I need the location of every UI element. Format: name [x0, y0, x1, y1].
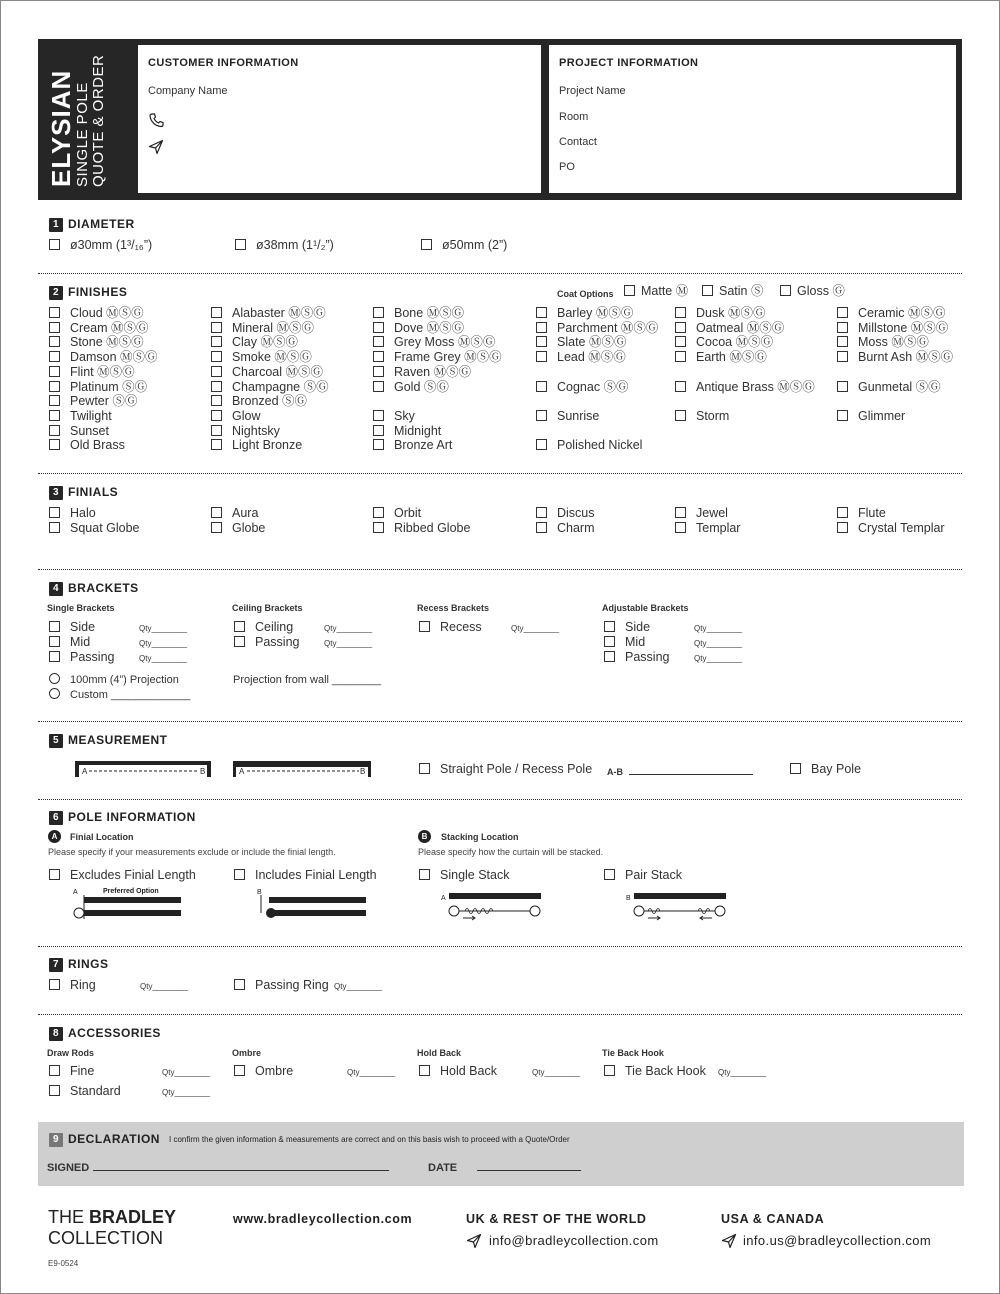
project-name-label: Project Name — [559, 85, 626, 97]
finish-platinum[interactable]: Platinum ⓈⒼ — [49, 380, 147, 394]
declaration-panel — [38, 1122, 964, 1186]
finial-discus[interactable]: Discus — [536, 506, 595, 520]
checkbox[interactable] — [211, 336, 222, 347]
finish-pewter[interactable]: Pewter ⓈⒼ — [49, 394, 137, 408]
checkbox[interactable] — [419, 621, 430, 632]
checkbox[interactable] — [675, 322, 686, 333]
preferred-option-label: Preferred Option — [103, 888, 159, 895]
bay-pole-option[interactable]: Bay Pole — [790, 762, 861, 776]
recess-pole-diagram — [75, 759, 215, 779]
checkbox[interactable] — [49, 351, 60, 362]
finish-raven[interactable]: Raven ⓂⓈⒼ — [373, 365, 471, 379]
checkbox — [421, 239, 432, 250]
checkbox[interactable] — [536, 507, 547, 518]
finish-burnt-ash[interactable]: Burnt Ash ⓂⓈⒼ — [837, 350, 953, 364]
finish-slate[interactable]: Slate ⓂⓈⒼ — [536, 335, 626, 349]
projection-custom-radio[interactable]: Custom _____________ — [49, 688, 190, 702]
section-finishes-title: 2 FINISHES — [49, 285, 127, 300]
finial-jewel[interactable]: Jewel — [675, 506, 728, 520]
divider — [38, 946, 962, 947]
single-stack-a-label: A — [441, 895, 446, 902]
checkbox[interactable] — [604, 621, 615, 632]
checkbox[interactable] — [49, 621, 60, 632]
finish-charcoal[interactable]: Charcoal ⓂⓈⒼ — [211, 365, 323, 379]
section-pole-information-title: 6 POLE INFORMATION — [49, 810, 196, 825]
finish-lead[interactable]: Lead ⓂⓈⒼ — [536, 350, 626, 364]
checkbox[interactable] — [211, 507, 222, 518]
finish-polished-nickel[interactable]: Polished Nickel — [536, 438, 642, 452]
checkbox[interactable] — [373, 381, 384, 392]
finish-twilight[interactable]: Twilight — [49, 409, 112, 423]
checkbox[interactable] — [373, 336, 384, 347]
recess-b-label: B — [200, 767, 206, 776]
finish-gold[interactable]: Gold ⓈⒼ — [373, 380, 449, 394]
vertical-title — [41, 43, 133, 195]
qty-field[interactable]: Qty________ — [324, 624, 373, 633]
finial-halo[interactable]: Halo — [49, 506, 96, 520]
qty-field[interactable]: Qty________ — [162, 1088, 211, 1097]
finish-old-brass[interactable]: Old Brass — [49, 438, 125, 452]
checkbox[interactable] — [604, 651, 615, 662]
single-stack-option[interactable]: Single Stack — [419, 868, 509, 882]
checkbox[interactable] — [419, 1065, 430, 1076]
finish-grey-moss[interactable]: Grey Moss ⓂⓈⒼ — [373, 335, 495, 349]
divider — [38, 1014, 962, 1015]
form-subtitle-2: QUOTE & ORDER — [90, 54, 107, 187]
checkbox[interactable] — [211, 307, 222, 318]
excludes-finial-diagram — [71, 885, 186, 921]
checkbox[interactable] — [373, 410, 384, 421]
checkbox[interactable] — [604, 1065, 615, 1076]
checkbox[interactable] — [837, 381, 848, 392]
diagram-a-label: A — [73, 889, 78, 896]
bracket-recess-brackets-recess[interactable]: Recess — [419, 620, 482, 634]
form-title: ELYSIAN — [46, 69, 76, 187]
room-label: Room — [559, 111, 589, 123]
checkbox[interactable] — [234, 636, 245, 647]
finial-ribbed-globe[interactable]: Ribbed Globe — [373, 521, 470, 535]
bracket-single-brackets-side[interactable]: Side — [49, 620, 95, 634]
checkbox[interactable] — [536, 522, 547, 533]
checkbox[interactable] — [837, 507, 848, 518]
straight-recess-pole-option[interactable]: Straight Pole / Recess Pole — [419, 762, 592, 776]
single-stack-diagram — [441, 891, 546, 921]
checkbox[interactable] — [49, 439, 60, 450]
section-rings-title: 7 RINGS — [49, 957, 109, 972]
finish-oatmeal[interactable]: Oatmeal ⓂⓈⒼ — [675, 321, 784, 335]
finish-parchment[interactable]: Parchment ⓂⓈⒼ — [536, 321, 658, 335]
accessory-hold-back[interactable]: Hold Back — [419, 1064, 497, 1078]
accessory-standard[interactable]: Standard — [49, 1084, 121, 1098]
finial-aura[interactable]: Aura — [211, 506, 258, 520]
includes-finial-diagram — [256, 885, 371, 921]
qty-field[interactable]: Qty________ — [694, 624, 743, 633]
checkbox[interactable] — [837, 336, 848, 347]
passing-ring-qty-field[interactable]: Qty________ — [334, 982, 383, 991]
checkbox[interactable] — [675, 507, 686, 518]
bracket-ceiling-brackets-ceiling[interactable]: Ceiling — [234, 620, 293, 634]
checkbox[interactable] — [373, 507, 384, 518]
document-code: E9-0524 — [48, 1259, 79, 1268]
finish-clay[interactable]: Clay ⓂⓈⒼ — [211, 335, 298, 349]
bracket-group-label: Single Brackets — [47, 603, 115, 613]
checkbox[interactable] — [536, 336, 547, 347]
accessory-fine[interactable]: Fine — [49, 1064, 94, 1078]
checkbox[interactable] — [837, 351, 848, 362]
project-information-box[interactable] — [549, 45, 956, 193]
qty-field[interactable]: Qty________ — [694, 654, 743, 663]
finish-millstone[interactable]: Millstone ⓂⓈⒼ — [837, 321, 948, 335]
straight-b-label: B — [360, 767, 366, 776]
checkbox[interactable] — [536, 322, 547, 333]
badge-b: B — [418, 830, 431, 843]
accessory-ombre[interactable]: Ombre — [234, 1064, 293, 1078]
divider — [38, 721, 962, 722]
checkbox[interactable] — [675, 351, 686, 362]
finish-gunmetal[interactable]: Gunmetal ⓈⒼ — [837, 380, 941, 394]
phone-icon — [148, 112, 164, 128]
checkbox — [235, 239, 246, 250]
pair-stack-diagram — [626, 891, 731, 921]
checkbox[interactable] — [373, 322, 384, 333]
finish-damson[interactable]: Damson ⓂⓈⒼ — [49, 350, 158, 364]
qty-field[interactable]: Qty________ — [139, 639, 188, 648]
finial-flute[interactable]: Flute — [837, 506, 886, 520]
bracket-group-label: Ceiling Brackets — [232, 603, 303, 613]
finish-midnight[interactable]: Midnight — [373, 424, 441, 438]
section-finials-title: 3 FINIALS — [49, 485, 118, 500]
finish-barley[interactable]: Barley ⓂⓈⒼ — [536, 306, 633, 320]
checkbox[interactable] — [49, 395, 60, 406]
bracket-adjustable-brackets-side[interactable]: Side — [604, 620, 650, 634]
section-brackets-title: 4 BRACKETS — [49, 581, 139, 596]
finial-location-note: Please specify if your measurements exclude or include the finial length. — [48, 847, 336, 857]
finial-templar[interactable]: Templar — [675, 521, 740, 535]
checkbox[interactable] — [49, 336, 60, 347]
checkbox[interactable] — [675, 522, 686, 533]
straight-pole-diagram — [233, 759, 375, 779]
badge-a: A — [48, 830, 61, 843]
bracket-ceiling-brackets-passing[interactable]: Passing — [234, 635, 299, 649]
qty-field[interactable]: Qty________ — [324, 639, 373, 648]
finish-frame-grey[interactable]: Frame Grey ⓂⓈⒼ — [373, 350, 502, 364]
checkbox[interactable] — [49, 651, 60, 662]
stacking-location-label: Stacking Location — [441, 832, 519, 842]
checkbox[interactable] — [536, 439, 547, 450]
checkbox[interactable] — [211, 425, 222, 436]
usa-heading: USA & CANADA — [721, 1212, 825, 1226]
bracket-group-label: Recess Brackets — [417, 603, 490, 613]
qty-field[interactable]: Qty________ — [139, 654, 188, 663]
checkbox[interactable] — [373, 366, 384, 377]
finial-orbit[interactable]: Orbit — [373, 506, 421, 520]
bracket-single-brackets-passing[interactable]: Passing — [49, 650, 114, 664]
qty-field[interactable]: Qty________ — [532, 1068, 581, 1077]
checkbox[interactable] — [373, 425, 384, 436]
checkbox[interactable] — [211, 381, 222, 392]
checkbox[interactable] — [837, 322, 848, 333]
checkbox[interactable] — [49, 507, 60, 518]
checkbox[interactable] — [211, 439, 222, 450]
excludes-finial-length-option[interactable]: Excludes Finial Length — [49, 868, 196, 882]
checkbox[interactable] — [675, 410, 686, 421]
pair-stack-option[interactable]: Pair Stack — [604, 868, 682, 882]
website-link[interactable]: www.bradleycollection.com — [233, 1212, 413, 1226]
checkbox[interactable] — [211, 366, 222, 377]
contact-label: Contact — [559, 136, 597, 148]
finish-champagne[interactable]: Champagne ⓈⒼ — [211, 380, 329, 394]
checkbox[interactable] — [536, 410, 547, 421]
finish-sunrise[interactable]: Sunrise — [536, 409, 599, 423]
bracket-adjustable-brackets-passing[interactable]: Passing — [604, 650, 669, 664]
checkbox[interactable] — [49, 366, 60, 377]
pair-stack-b-label: B — [626, 895, 631, 902]
qty-field[interactable]: Qty________ — [718, 1068, 767, 1077]
accessory-group-label: Tie Back Hook — [602, 1048, 664, 1058]
divider — [38, 473, 962, 474]
diameter-38mm[interactable]: ø38mm (1¹/₂”) — [235, 238, 334, 252]
checkbox[interactable] — [211, 522, 222, 533]
accessory-group-label: Draw Rods — [47, 1048, 95, 1058]
checkbox[interactable] — [675, 307, 686, 318]
finish-dove[interactable]: Dove ⓂⓈⒼ — [373, 321, 464, 335]
checkbox[interactable] — [211, 410, 222, 421]
checkbox[interactable] — [373, 522, 384, 533]
finish-flint[interactable]: Flint ⓂⓈⒼ — [49, 365, 135, 379]
finish-ceramic[interactable]: Ceramic ⓂⓈⒼ — [837, 306, 946, 320]
date-field[interactable]: DATE — [428, 1161, 581, 1175]
ring-option[interactable]: Ring — [49, 978, 96, 992]
diameter-30mm[interactable]: ø30mm (1³/₁₆”) — [49, 238, 152, 252]
checkbox[interactable] — [373, 307, 384, 318]
usa-email-link[interactable]: info.us@bradleycollection.com — [743, 1233, 932, 1248]
finish-cloud[interactable]: Cloud ⓂⓈⒼ — [49, 306, 144, 320]
qty-field[interactable]: Qty________ — [162, 1068, 211, 1077]
finish-dusk[interactable]: Dusk ⓂⓈⒼ — [675, 306, 765, 320]
checkbox[interactable] — [211, 351, 222, 362]
finish-cream[interactable]: Cream ⓂⓈⒼ — [49, 321, 148, 335]
checkbox[interactable] — [49, 522, 60, 533]
send-icon — [721, 1233, 737, 1249]
finish-bone[interactable]: Bone ⓂⓈⒼ — [373, 306, 464, 320]
finish-antique-brass[interactable]: Antique Brass ⓂⓈⒼ — [675, 380, 815, 394]
section-declaration-title: 9 DECLARATION — [49, 1132, 160, 1147]
po-label: PO — [559, 161, 575, 173]
projection-from-wall-field[interactable]: Projection from wall ________ — [233, 674, 381, 686]
bradley-logo: THE BRADLEY COLLECTION — [48, 1207, 177, 1248]
checkbox[interactable] — [211, 322, 222, 333]
finial-squat-globe[interactable]: Squat Globe — [49, 521, 140, 535]
customer-heading: CUSTOMER INFORMATION — [148, 57, 299, 69]
checkbox[interactable] — [837, 307, 848, 318]
customer-information-box[interactable] — [138, 45, 541, 193]
finish-bronze-art[interactable]: Bronze Art — [373, 438, 452, 452]
checkbox[interactable] — [49, 1065, 60, 1076]
finish-sunset[interactable]: Sunset — [49, 424, 109, 438]
projection-100mm-radio[interactable]: 100mm (4”) Projection — [49, 673, 179, 687]
section-measurement-title: 5 MEASUREMENT — [49, 733, 168, 748]
coat-options-label: Coat Options — [557, 289, 614, 299]
checkbox[interactable] — [49, 410, 60, 421]
company-name-label: Company Name — [148, 85, 228, 97]
checkbox[interactable] — [536, 351, 547, 362]
signed-field[interactable]: SIGNED — [47, 1161, 389, 1175]
diagram-b-label: B — [257, 889, 262, 896]
finish-alabaster[interactable]: Alabaster ⓂⓈⒼ — [211, 306, 326, 320]
accessory-group-label: Hold Back — [417, 1048, 462, 1058]
checkbox[interactable] — [234, 621, 245, 632]
bracket-adjustable-brackets-mid[interactable]: Mid — [604, 635, 645, 649]
accessory-tie-back-hook[interactable]: Tie Back Hook — [604, 1064, 706, 1078]
stacking-location-note: Please specify how the curtain will be stacked. — [418, 847, 604, 857]
finish-sky[interactable]: Sky — [373, 409, 415, 423]
form-subtitle-1: SINGLE POLE — [74, 82, 91, 187]
section-accessories-title: 8 ACCESSORIES — [49, 1026, 161, 1041]
finish-glow[interactable]: Glow — [211, 409, 260, 423]
accessory-group-label: Ombre — [232, 1048, 262, 1058]
checkbox[interactable] — [49, 381, 60, 392]
qty-field[interactable]: Qty________ — [694, 639, 743, 648]
straight-a-label: A — [239, 767, 245, 776]
checkbox — [49, 239, 60, 250]
checkbox[interactable] — [536, 381, 547, 392]
checkbox[interactable] — [373, 439, 384, 450]
finish-nightsky[interactable]: Nightsky — [211, 424, 280, 438]
finish-light-bronze[interactable]: Light Bronze — [211, 438, 302, 452]
qty-field[interactable]: Qty________ — [139, 624, 188, 633]
uk-heading: UK & REST OF THE WORLD — [466, 1212, 647, 1226]
finish-earth[interactable]: Earth ⓂⓈⒼ — [675, 350, 767, 364]
declaration-text: I confirm the given information & measurements are correct and on this basis wish to proceed with a Quote/Order — [169, 1135, 570, 1144]
checkbox[interactable] — [373, 351, 384, 362]
checkbox[interactable] — [837, 410, 848, 421]
finial-globe[interactable]: Globe — [211, 521, 265, 535]
divider — [38, 569, 962, 570]
finish-storm[interactable]: Storm — [675, 409, 729, 423]
checkbox[interactable] — [49, 636, 60, 647]
project-heading: PROJECT INFORMATION — [559, 57, 699, 69]
checkbox[interactable] — [49, 425, 60, 436]
ab-measure-field[interactable]: A-B — [607, 765, 753, 779]
bracket-group-label: Adjustable Brackets — [602, 603, 689, 613]
checkbox[interactable] — [675, 336, 686, 347]
finish-glimmer[interactable]: Glimmer — [837, 409, 905, 423]
coat-matte[interactable]: Matte Ⓜ — [624, 284, 688, 298]
send-icon — [148, 139, 164, 155]
coat-gloss[interactable]: Gloss Ⓖ — [780, 284, 845, 298]
qty-field[interactable]: Qty________ — [511, 624, 560, 633]
ring-qty-field[interactable]: Qty________ — [140, 982, 189, 991]
includes-finial-length-option[interactable]: Includes Finial Length — [234, 868, 377, 882]
finish-cocoa[interactable]: Cocoa ⓂⓈⒼ — [675, 335, 773, 349]
finish-mineral[interactable]: Mineral ⓂⓈⒼ — [211, 321, 314, 335]
checkbox[interactable] — [604, 636, 615, 647]
checkbox[interactable] — [49, 322, 60, 333]
coat-satin[interactable]: Satin Ⓢ — [702, 284, 763, 298]
diameter-50mm[interactable]: ø50mm (2”) — [421, 238, 507, 252]
checkbox[interactable] — [211, 395, 222, 406]
section-diameter-title: 1 DIAMETER — [49, 217, 135, 232]
passing-ring-option[interactable]: Passing Ring — [234, 978, 329, 992]
checkbox[interactable] — [49, 1085, 60, 1096]
checkbox[interactable] — [234, 1065, 245, 1076]
finial-charm[interactable]: Charm — [536, 521, 595, 535]
finish-cognac[interactable]: Cognac ⓈⒼ — [536, 380, 629, 394]
finish-stone[interactable]: Stone ⓂⓈⒼ — [49, 335, 144, 349]
checkbox[interactable] — [675, 381, 686, 392]
divider — [38, 273, 962, 274]
finish-moss[interactable]: Moss ⓂⓈⒼ — [837, 335, 929, 349]
divider — [38, 799, 962, 800]
uk-email-link[interactable]: info@bradleycollection.com — [489, 1233, 659, 1248]
send-icon — [466, 1233, 482, 1249]
finial-crystal-templar[interactable]: Crystal Templar — [837, 521, 945, 535]
checkbox[interactable] — [837, 522, 848, 533]
bracket-single-brackets-mid[interactable]: Mid — [49, 635, 90, 649]
qty-field[interactable]: Qty________ — [347, 1068, 396, 1077]
checkbox[interactable] — [49, 307, 60, 318]
finish-smoke[interactable]: Smoke ⓂⓈⒼ — [211, 350, 312, 364]
checkbox[interactable] — [536, 307, 547, 318]
finish-bronzed[interactable]: Bronzed ⓈⒼ — [211, 394, 307, 408]
recess-a-label: A — [82, 767, 88, 776]
finial-location-label: Finial Location — [70, 832, 134, 842]
